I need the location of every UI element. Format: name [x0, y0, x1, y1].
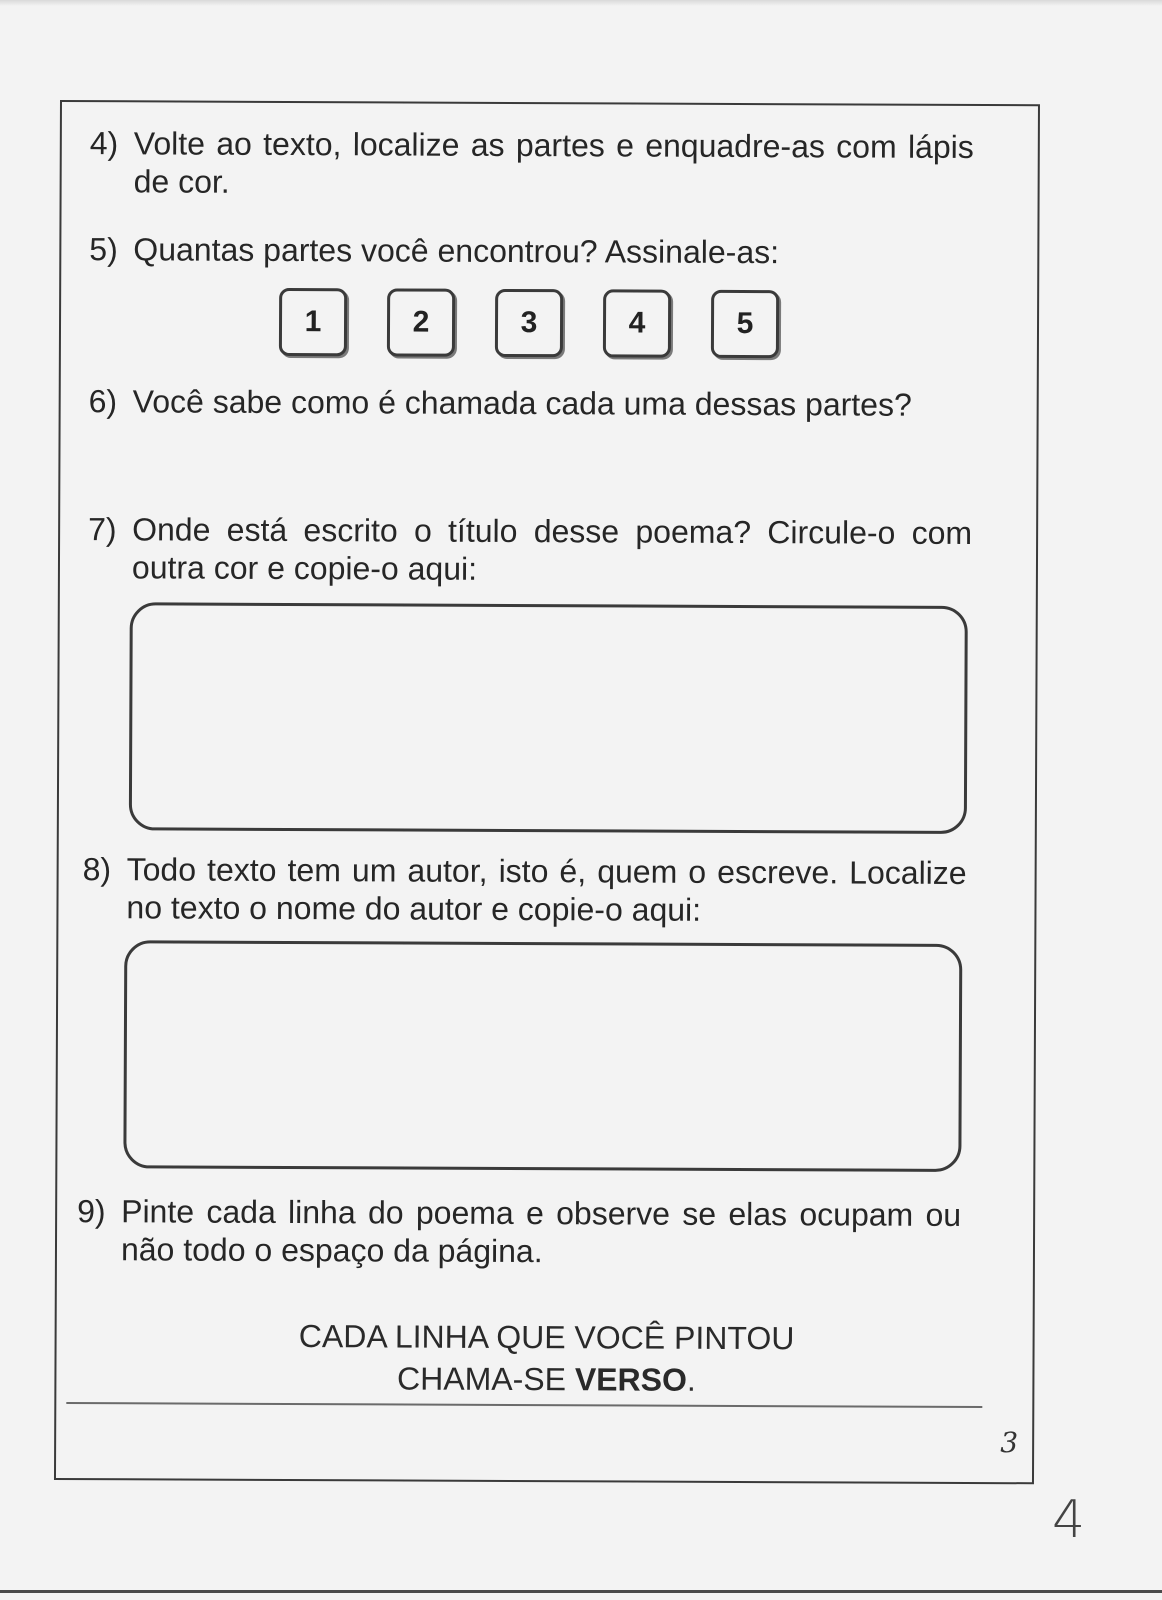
question-6: [89, 382, 999, 424]
question-5-text: Quantas partes você encontrou? Assinale-as:: [133, 231, 780, 271]
printed-page-number: 3: [1000, 1426, 1019, 1460]
question-4-text: Volte ao texto, localize as partes e enquadre-as com lápis de cor.: [133, 125, 974, 200]
verse-definition-note: [56, 1314, 1036, 1402]
title-answer-box[interactable]: [129, 602, 968, 834]
question-7: [88, 510, 972, 590]
note-line-2: [56, 1356, 1036, 1402]
parts-count-options: [279, 288, 779, 358]
option-box-5[interactable]: 5: [711, 290, 779, 358]
handwritten-page-number: 4: [1052, 1490, 1086, 1550]
question-9-number: 9): [77, 1193, 106, 1230]
question-9-text: Pinte cada linha do poema e observe se elas ocupam ou não todo o espaço da página.: [120, 1193, 962, 1270]
note-line-2-prefix: CHAMA-SE: [396, 1360, 567, 1398]
question-5: [89, 230, 989, 272]
note-line-1: CADA LINHA QUE VOCÊ PINTOU: [298, 1318, 795, 1357]
question-8-text: Todo texto tem um autor, isto é, quem o escreve. Localize no texto o nome do autor e copie-o aqui:: [126, 851, 967, 928]
question-7-number: 7): [88, 511, 117, 548]
question-8-number: 8): [82, 851, 112, 888]
note-line-2-suffix: .: [686, 1361, 696, 1398]
question-6-text: Você sabe como é chamada cada uma dessas partes?: [132, 383, 912, 423]
note-keyword-verso: VERSO: [574, 1361, 687, 1398]
question-9: [77, 1192, 961, 1272]
footer-divider: [66, 1402, 982, 1408]
author-answer-box[interactable]: [123, 940, 962, 1172]
option-box-4[interactable]: 4: [603, 289, 671, 357]
question-6-number: 6): [88, 383, 118, 420]
question-5-number: 5): [89, 231, 118, 268]
option-box-3[interactable]: 3: [495, 289, 563, 357]
worksheet-frame: [54, 100, 1040, 1484]
question-8: [82, 850, 966, 930]
question-7-text: Onde está escrito o título desse poema? Circule-o com outra cor e copie-o aqui:: [131, 511, 973, 587]
question-4: [90, 124, 974, 204]
option-box-2[interactable]: 2: [387, 288, 455, 356]
scan-bottom-edge: [0, 1590, 1162, 1593]
scan-top-edge: [0, 0, 1162, 6]
question-4-number: 4): [89, 125, 119, 162]
option-box-1[interactable]: 1: [279, 288, 347, 356]
